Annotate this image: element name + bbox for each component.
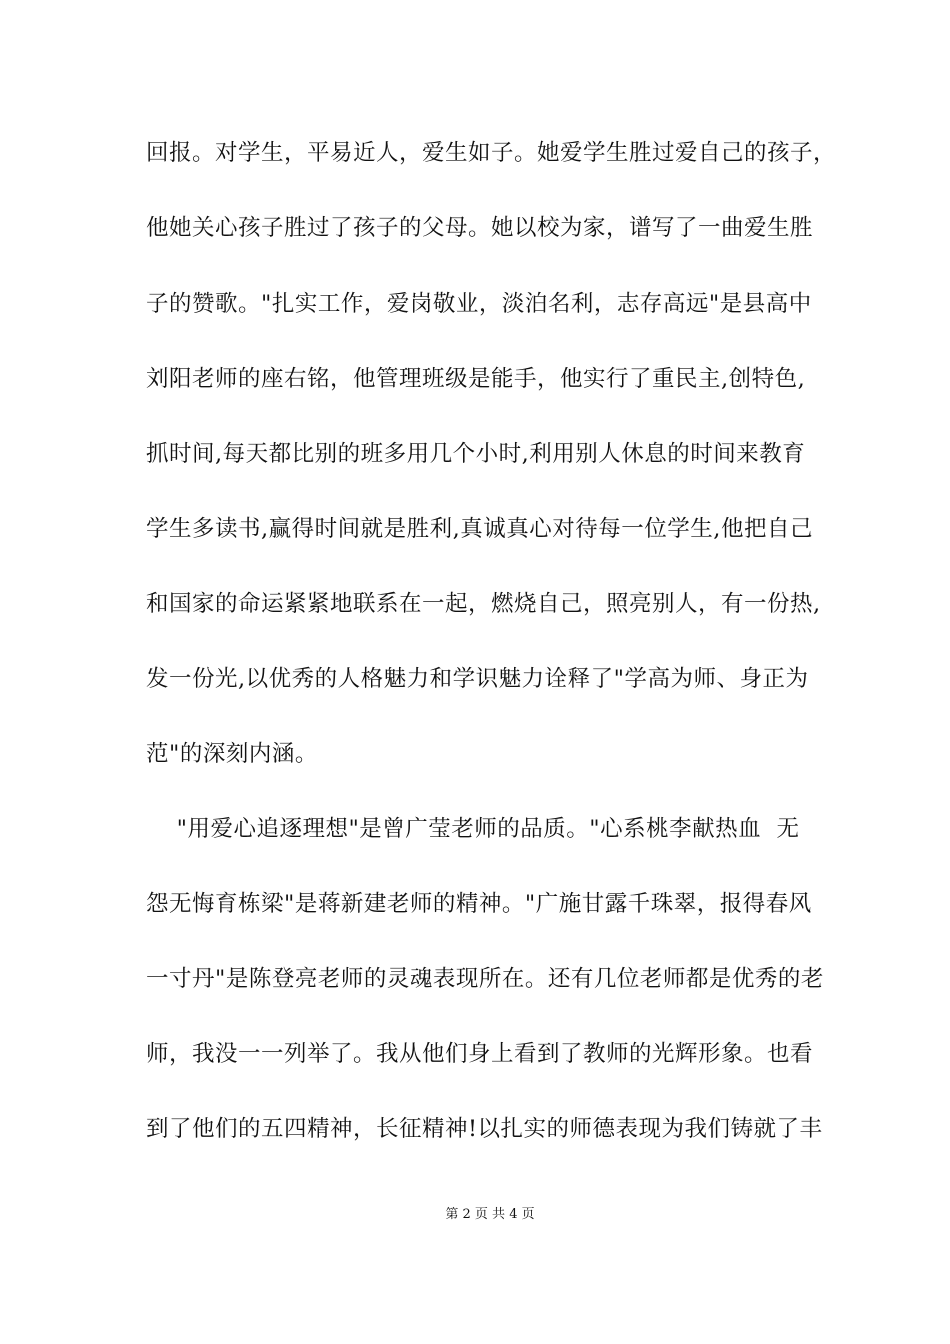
page-number-footer: 第 2 页 共 4 页 <box>445 1207 535 1222</box>
body-text-line: 回报。对学生，平易近人，爱生如子。她爱学生胜过爱自己的孩子， <box>146 140 837 166</box>
body-text-line: 范"的深刻内涵。 <box>146 741 318 767</box>
body-text-line: 一寸丹"是陈登亮老师的灵魂表现所在。还有几位老师都是优秀的老 <box>146 966 824 992</box>
body-text-line: 师，我没一一列举了。我从他们身上看到了教师的光辉形象。也看 <box>146 1041 814 1067</box>
body-text-line: 学生多读书,赢得时间就是胜利,真诚真心对待每一位学生,他把自己 <box>146 516 813 542</box>
body-text-line: 怨无悔育栋梁"是蒋新建老师的精神。"广施甘露千珠翠，报得春风 <box>146 891 812 917</box>
body-text-line: 他她关心孩子胜过了孩子的父母。她以校为家，谱写了一曲爱生胜 <box>146 215 814 241</box>
body-text-line: 和国家的命运紧紧地联系在一起，燃烧自己，照亮别人，有一份热, <box>146 591 821 617</box>
body-text-line: 发一份光,以优秀的人格魅力和学识魅力诠释了"学高为师、身正为 <box>146 666 809 692</box>
paragraph-start-line: "用爱心追逐理想"是曾广莹老师的品质。"心系桃李献热血 无 <box>146 816 800 842</box>
body-text-line: 刘阳老师的座右铭，他管理班级是能手，他实行了重民主,创特色, <box>146 366 806 392</box>
body-text-line: 抓时间,每天都比别的班多用几个小时,利用别人休息的时间来教育 <box>146 441 806 467</box>
body-text-line: 子的赞歌。"扎实工作，爱岗敬业，淡泊名利，志存高远"是县高中 <box>146 291 812 317</box>
body-text-line: 到了他们的五四精神，长征精神!以扎实的师德表现为我们铸就了丰 <box>146 1116 823 1142</box>
